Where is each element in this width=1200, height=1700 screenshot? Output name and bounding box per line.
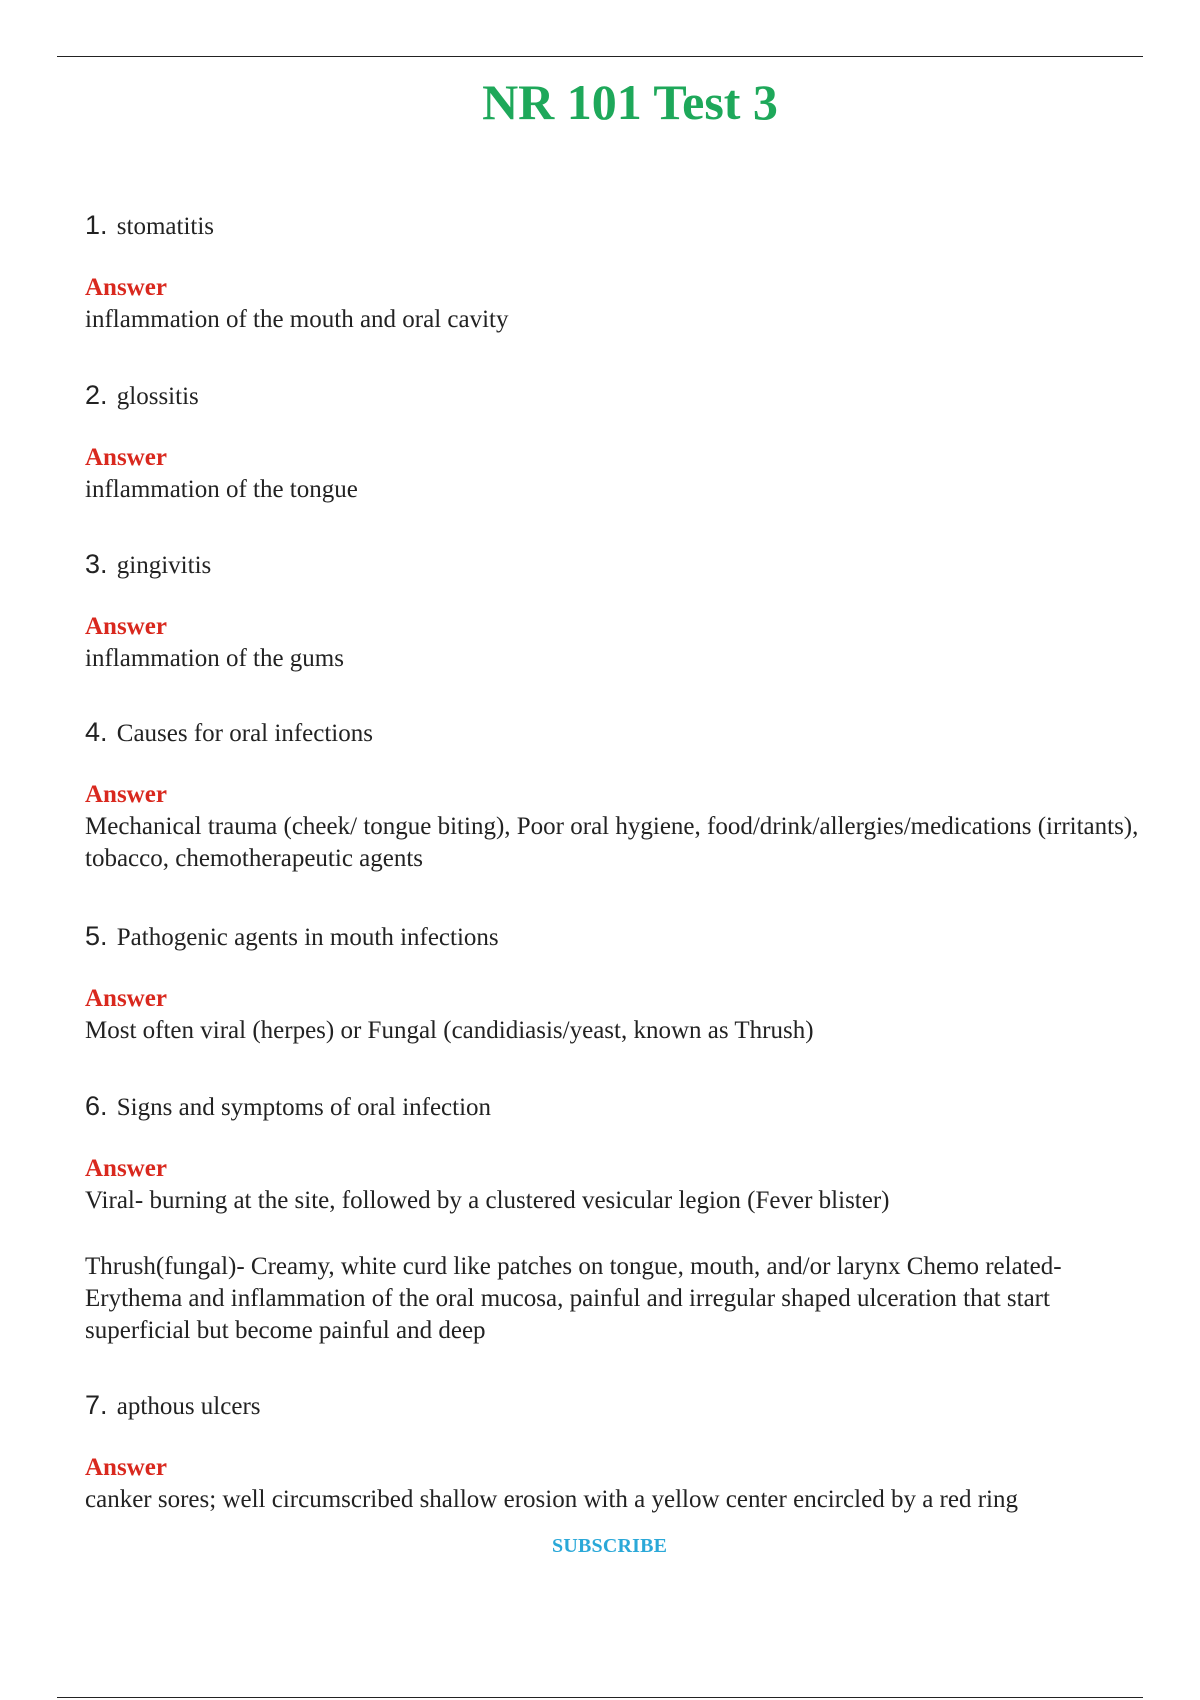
qa-item-5 <box>85 921 1145 1047</box>
answer-label: Answer <box>85 613 167 640</box>
answer-label: Answer <box>85 274 167 301</box>
question-text: Causes for oral infections <box>116 720 373 747</box>
answer-text: Most often viral (herpes) or Fungal (candidiasis/yeast, known as Thrush) <box>85 1017 814 1044</box>
question-number: 2. <box>85 380 108 410</box>
qa-item-3 <box>85 549 1145 675</box>
question <box>85 1091 1145 1123</box>
answer-text: inflammation of the mouth and oral cavity <box>85 306 509 333</box>
qa-item-4 <box>85 717 1145 875</box>
question-number: 5. <box>85 921 108 951</box>
question-number: 1. <box>85 210 108 240</box>
answer-label: Answer <box>85 781 167 808</box>
question-text: stomatitis <box>116 213 215 240</box>
answer-label: Answer <box>85 1454 167 1481</box>
question-text: Signs and symptoms of oral infection <box>116 1094 492 1121</box>
question-number: 4. <box>85 717 108 747</box>
question <box>85 921 1145 953</box>
question-text: Pathogenic agents in mouth infections <box>116 924 499 951</box>
qa-item-2 <box>85 380 1145 506</box>
answer-text: inflammation of the gums <box>85 645 344 672</box>
question-number: 7. <box>85 1390 108 1420</box>
qa-item-6 <box>85 1091 1145 1347</box>
question-number: 3. <box>85 549 108 579</box>
question <box>85 380 1145 412</box>
question <box>85 210 1145 242</box>
answer-text: Viral- burning at the site, followed by a clustered vesicular legion (Fever blister) <box>85 1187 890 1214</box>
document-title: NR 101 Test 3 <box>482 74 778 130</box>
question-text: apthous ulcers <box>116 1393 261 1420</box>
answer-text: canker sores; well circumscribed shallow erosion with a yellow center encircled by a red ring <box>85 1486 1018 1513</box>
question <box>85 1390 1145 1422</box>
qa-item-1 <box>85 210 1145 336</box>
question <box>85 549 1145 581</box>
question-text: glossitis <box>116 383 199 410</box>
answer-text: Mechanical trauma (cheek/ tongue biting), Poor oral hygiene, food/drink/allergies/medications (irritants), tobacco, chemotherapeutic agents <box>85 813 1139 872</box>
question-number: 6. <box>85 1091 108 1121</box>
subscribe-link[interactable]: SUBSCRIBE <box>552 1535 668 1557</box>
question-text: gingivitis <box>116 552 212 579</box>
answer-label: Answer <box>85 1155 167 1182</box>
answer-label: Answer <box>85 985 167 1012</box>
question <box>85 717 1145 749</box>
qa-item-7 <box>85 1390 1145 1516</box>
answer-text: inflammation of the tongue <box>85 476 358 503</box>
top-rule <box>57 56 1143 57</box>
answer-text-continued: Thrush(fungal)- Creamy, white curd like patches on tongue, mouth, and/or larynx Chemo related- Erythema and inflammation of the oral mucosa, painful and irregular shaped ulceration that start superficial but become painful and deep <box>85 1253 1062 1344</box>
answer-label: Answer <box>85 444 167 471</box>
bottom-rule <box>57 1697 1143 1698</box>
